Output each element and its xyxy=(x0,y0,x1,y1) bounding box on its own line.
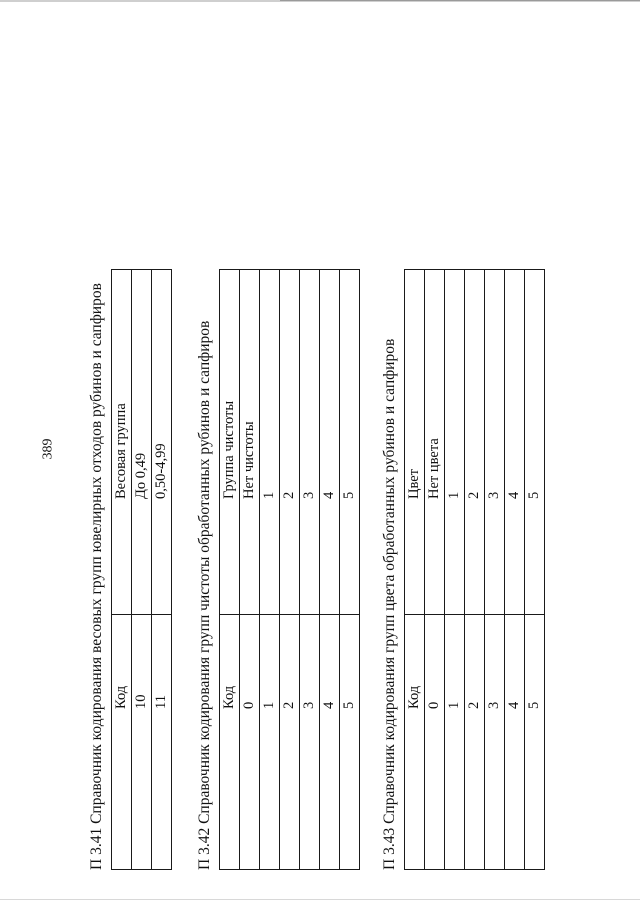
table-row xyxy=(525,270,545,870)
weight-group-table xyxy=(111,269,172,870)
section-3-42 xyxy=(196,269,360,870)
table-row xyxy=(300,270,320,870)
cell-code: 2 xyxy=(280,615,300,870)
section-title: П 3.43 Справочник кодирования групп цвета обработанных рубинов и сапфиров xyxy=(381,338,398,870)
table-row xyxy=(340,270,360,870)
scan-edge-bottom xyxy=(0,899,640,900)
header-color: Цвет xyxy=(405,270,425,615)
page-number: 389 xyxy=(40,438,56,460)
table-header-row xyxy=(112,270,132,870)
header-code: Код xyxy=(220,615,240,870)
table-row xyxy=(320,270,340,870)
header-code: Код xyxy=(405,615,425,870)
cell-value: 5 xyxy=(525,270,545,615)
cell-value: 0,50-4,99 xyxy=(152,270,172,615)
cell-value: 3 xyxy=(300,270,320,615)
cell-code: 0 xyxy=(425,615,445,870)
table-header-row xyxy=(405,270,425,870)
cell-value: Нет цвета xyxy=(425,270,445,615)
cell-value: 3 xyxy=(485,270,505,615)
cell-code: 5 xyxy=(525,615,545,870)
table-row xyxy=(485,270,505,870)
cell-code: 10 xyxy=(132,615,152,870)
cell-value: 4 xyxy=(505,270,525,615)
cell-code: 1 xyxy=(260,615,280,870)
cell-value: 2 xyxy=(465,270,485,615)
table-row xyxy=(240,270,260,870)
section-title: П 3.42 Справочник кодирования групп чистоты обработанных рубинов и сапфиров xyxy=(196,320,213,870)
cell-code: 4 xyxy=(320,615,340,870)
cell-value: 5 xyxy=(340,270,360,615)
scan-edge-top-rule xyxy=(280,0,640,1)
table-row xyxy=(132,270,152,870)
cell-value: До 0,49 xyxy=(132,270,152,615)
section-3-41 xyxy=(88,269,172,870)
clarity-group-table xyxy=(219,269,360,870)
table-row xyxy=(505,270,525,870)
cell-value: 2 xyxy=(280,270,300,615)
section-title: П 3.41 Справочник кодирования весовых групп ювелирных отходов рубинов и сапфиров xyxy=(88,283,105,870)
table-row xyxy=(152,270,172,870)
cell-code: 4 xyxy=(505,615,525,870)
cell-value: 1 xyxy=(445,270,465,615)
header-weight-group: Весовая группа xyxy=(112,270,132,615)
table-row xyxy=(425,270,445,870)
color-group-table xyxy=(404,269,545,870)
cell-code: 0 xyxy=(240,615,260,870)
cell-value: Нет чистоты xyxy=(240,270,260,615)
cell-code: 2 xyxy=(465,615,485,870)
header-clarity-group: Группа чистоты xyxy=(220,270,240,615)
cell-value: 1 xyxy=(260,270,280,615)
table-row xyxy=(260,270,280,870)
cell-code: 1 xyxy=(445,615,465,870)
cell-value: 4 xyxy=(320,270,340,615)
table-row xyxy=(465,270,485,870)
cell-code: 5 xyxy=(340,615,360,870)
rotated-page-content xyxy=(88,262,558,870)
section-3-43 xyxy=(381,269,545,870)
table-header-row xyxy=(220,270,240,870)
table-row xyxy=(445,270,465,870)
cell-code: 3 xyxy=(485,615,505,870)
table-row xyxy=(280,270,300,870)
header-code: Код xyxy=(112,615,132,870)
cell-code: 3 xyxy=(300,615,320,870)
cell-code: 11 xyxy=(152,615,172,870)
